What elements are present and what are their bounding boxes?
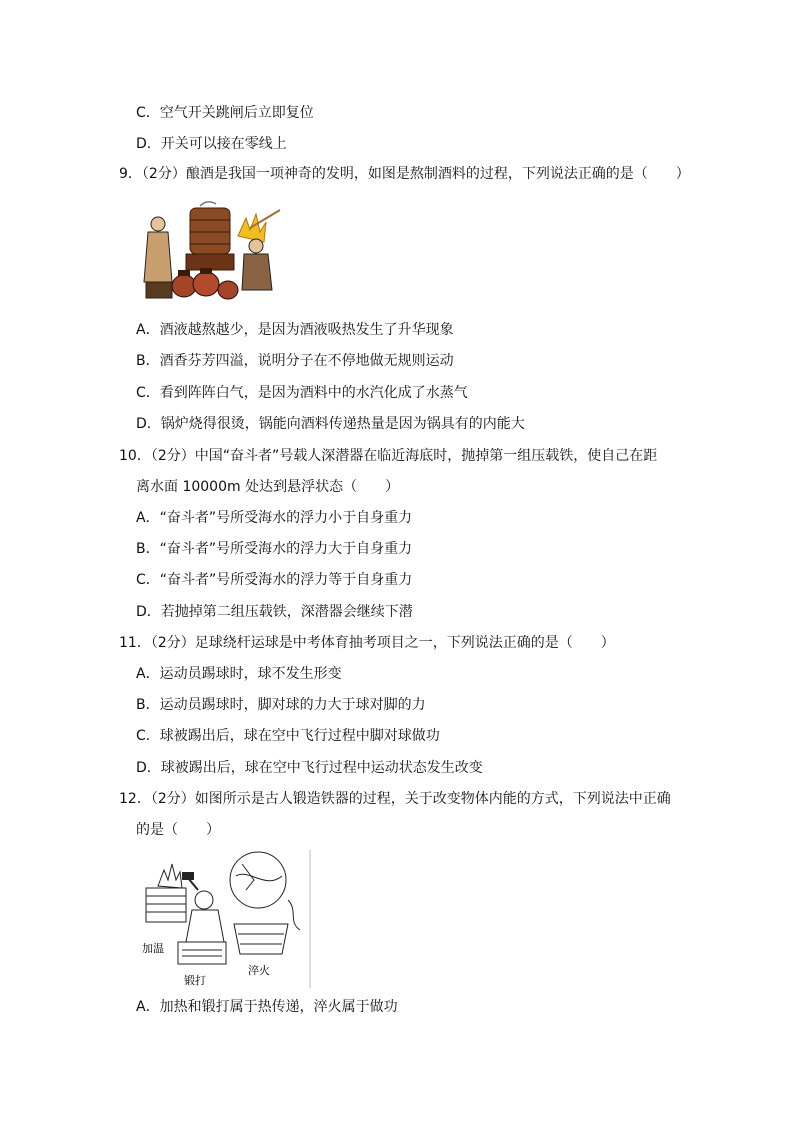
option-10b: B．“奋斗者”号所受海水的浮力大于自身重力: [136, 541, 413, 557]
question-12-stem-line1: 12．（2分）如图所示是古人锻造铁器的过程，关于改变物体内能的方式，下列说法中正确: [119, 791, 671, 807]
option-9c: C．看到阵阵白气，是因为酒料中的水汽化成了水蒸气: [136, 385, 468, 401]
question-9-stem: 9．（2分）酿酒是我国一项神奇的发明，如图是熬制酒料的过程，下列说法正确的是（ ）: [119, 166, 690, 182]
question-10-stem-line2: 离水面 10000m 处达到悬浮状态（ ）: [136, 479, 400, 495]
question-10-stem-line1: 10．（2分）中国“奋斗者”号载人深潜器在临近海底时，抛掉第一组压载铁，使自己在距: [119, 448, 658, 464]
option-11c: C．球被踢出后，球在空中飞行过程中脚对球做功: [136, 728, 440, 744]
forging-illustration: [138, 850, 312, 990]
option-8d: D．开关可以接在零线上: [136, 136, 287, 152]
option-8c: C．空气开关跳闸后立即复位: [136, 105, 314, 121]
label-heating: 加温: [142, 942, 164, 955]
wine-brewing-illustration: [138, 198, 284, 302]
question-11-stem: 11．（2分）足球绕杆运球是中考体育抽考项目之一，下列说法正确的是（ ）: [119, 635, 615, 651]
label-quenching: 淬火: [248, 964, 270, 977]
option-10a: A．“奋斗者”号所受海水的浮力小于自身重力: [136, 510, 413, 526]
question-12-stem-line2: 的是（ ）: [136, 822, 220, 838]
option-11d: D．球被踢出后，球在空中飞行过程中运动状态发生改变: [136, 760, 483, 776]
option-9b: B．酒香芬芳四溢，说明分子在不停地做无规则运动: [136, 353, 454, 369]
option-11a: A．运动员踢球时，球不发生形变: [136, 666, 342, 682]
option-11b: B．运动员踢球时，脚对球的力大于球对脚的力: [136, 697, 426, 713]
option-9a: A．酒液越熬越少，是因为酒液吸热发生了升华现象: [136, 322, 454, 338]
option-10c: C．“奋斗者”号所受海水的浮力等于自身重力: [136, 572, 413, 588]
option-10d: D．若抛掉第二组压载铁，深潜器会继续下潜: [136, 604, 413, 620]
option-12a: A．加热和锻打属于热传递，淬火属于做功: [136, 999, 398, 1015]
option-9d: D．锅炉烧得很烫，锅能向酒料传递热量是因为锅具有的内能大: [136, 416, 525, 432]
label-forging: 锻打: [184, 974, 206, 987]
